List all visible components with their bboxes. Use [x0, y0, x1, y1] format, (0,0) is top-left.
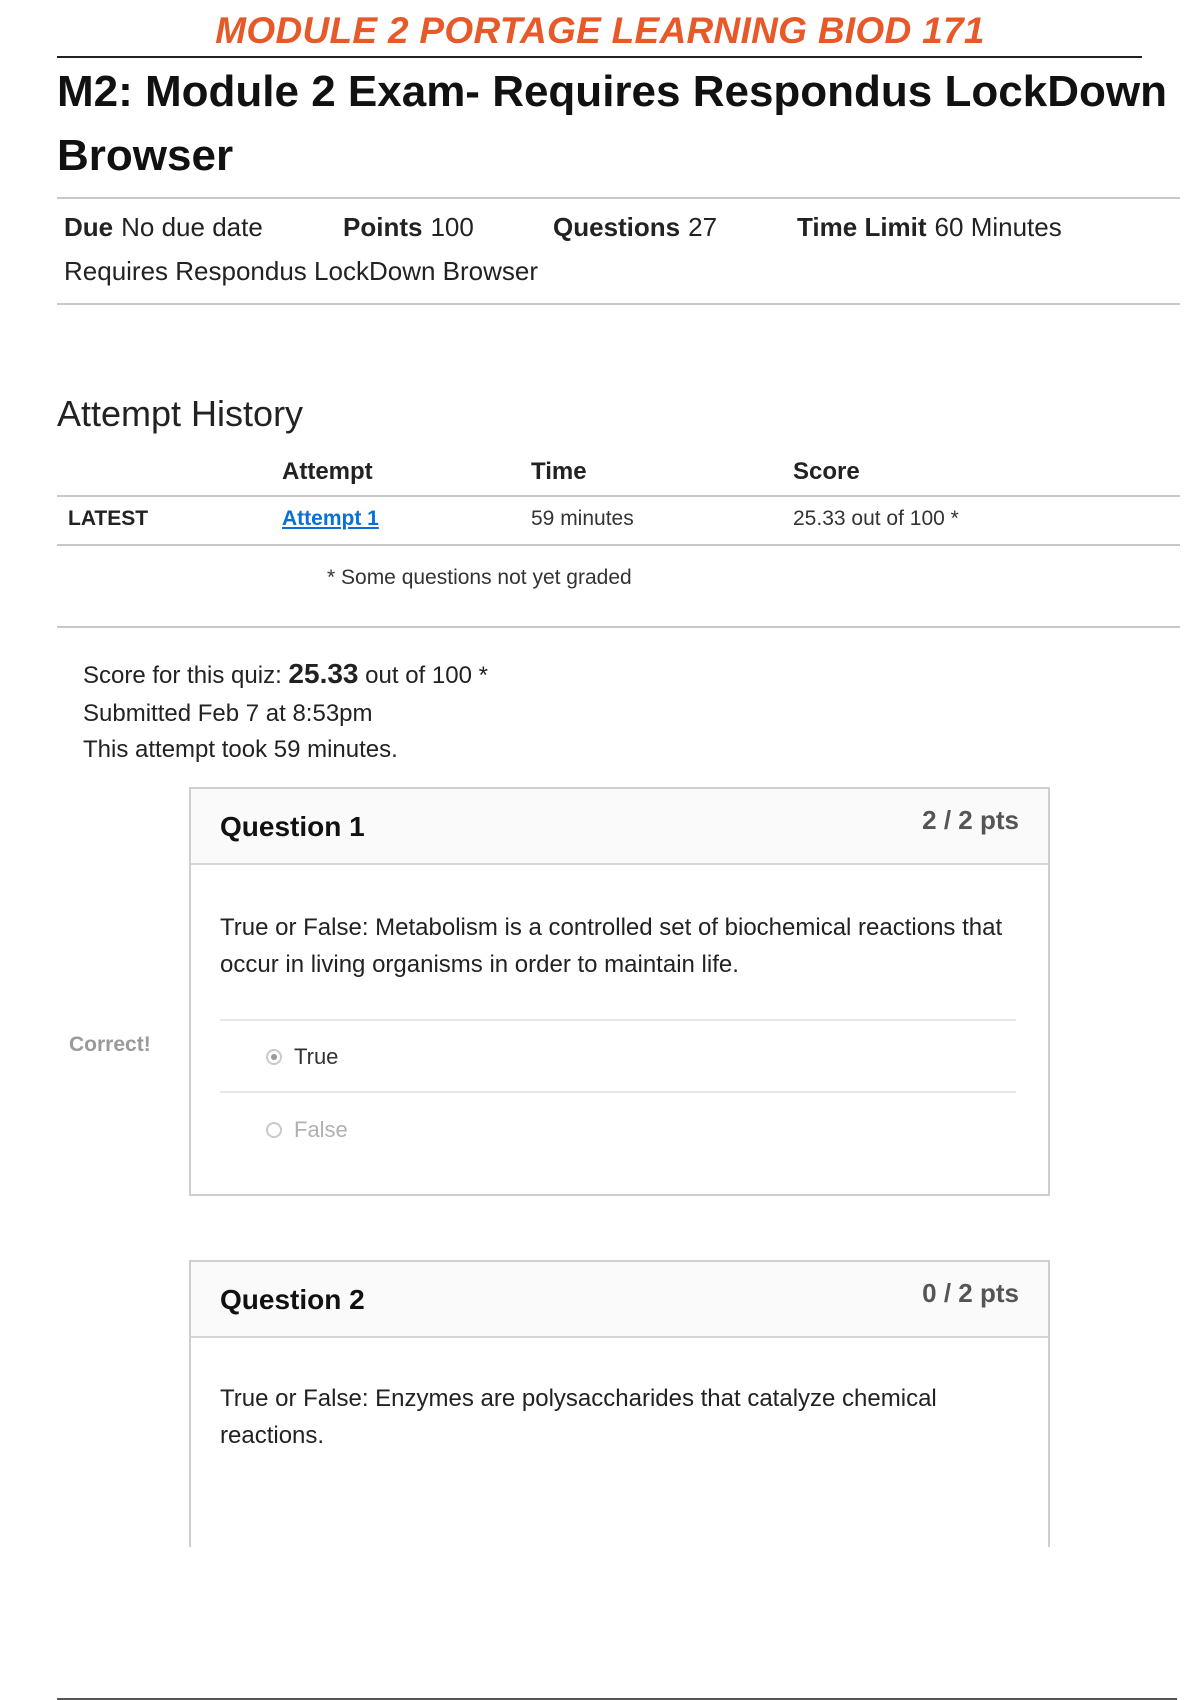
question-1-text: True or False: Metabolism is a controlled set of biochemical reactions that occur in living organisms in order to maintain life.: [220, 914, 1003, 978]
attempt-time: 59 minutes: [531, 507, 634, 530]
time-limit-label: Time Limit: [797, 212, 927, 242]
questions-label: Questions: [553, 212, 681, 242]
question-2-text: True or False: Enzymes are polysaccharides that catalyze chemical reactions.: [220, 1385, 937, 1449]
due-label: Due: [64, 212, 114, 242]
attempt-score: 25.33 out of 100 *: [793, 507, 959, 530]
banner-divider: [57, 56, 1142, 58]
history-divider: [57, 626, 1180, 628]
attempt-1-link[interactable]: Attempt 1: [282, 507, 379, 530]
answer-false-label: False: [294, 1117, 348, 1142]
submitted-line: Submitted Feb 7 at 8:53pm: [83, 700, 373, 727]
questions-field: [553, 212, 717, 243]
radio-unselected-icon[interactable]: [266, 1122, 282, 1138]
attempt-history-title: Attempt History: [57, 393, 304, 434]
question-2-title: Question 2: [220, 1284, 365, 1315]
latest-tag: LATEST: [68, 507, 149, 530]
score-value: 25.33: [288, 658, 359, 689]
grading-footnote: * Some questions not yet graded: [327, 566, 632, 589]
answer-true-label: True: [294, 1044, 339, 1069]
question-2-header: [191, 1262, 1048, 1338]
answer-true[interactable]: [266, 1044, 338, 1070]
column-header-attempt: Attempt: [282, 458, 373, 485]
points-value: 100: [430, 212, 474, 242]
column-header-score: Score: [793, 458, 860, 485]
question-1-card: [189, 787, 1050, 1196]
answer-divider: [220, 1091, 1016, 1093]
table-header-divider: [57, 495, 1180, 497]
question-2-card: [189, 1260, 1050, 1547]
column-header-time: Time: [531, 458, 587, 485]
questions-value: 27: [688, 212, 718, 242]
score-suffix: out of 100 *: [365, 662, 488, 689]
question-1-points: 2 / 2 pts: [922, 805, 1019, 835]
points-field: [343, 212, 474, 243]
time-limit-field: [797, 212, 1062, 243]
duration-line: This attempt took 59 minutes.: [83, 736, 398, 763]
score-prefix: Score for this quiz:: [83, 662, 282, 689]
exam-title: M2: Module 2 Exam- Requires Respondus LockDown Browser: [57, 67, 1167, 180]
due-field: [64, 212, 263, 243]
question-2-points: 0 / 2 pts: [922, 1278, 1019, 1308]
lockdown-note: Requires Respondus LockDown Browser: [64, 256, 539, 286]
time-limit-value: 60 Minutes: [934, 212, 1062, 242]
table-row-divider: [57, 544, 1180, 546]
answer-divider: [220, 1019, 1016, 1021]
answer-false[interactable]: [266, 1117, 348, 1143]
meta-divider: [57, 303, 1180, 305]
question-1-header: [191, 789, 1048, 865]
question-1-title: Question 1: [220, 811, 365, 842]
points-label: Points: [343, 212, 423, 242]
radio-selected-icon[interactable]: [266, 1049, 282, 1065]
page-banner: MODULE 2 PORTAGE LEARNING BIOD 171: [215, 10, 985, 51]
due-value: No due date: [121, 212, 263, 242]
quiz-score-line: [83, 658, 488, 690]
correct-feedback-label: Correct!: [69, 1033, 151, 1056]
header-divider: [57, 197, 1180, 199]
